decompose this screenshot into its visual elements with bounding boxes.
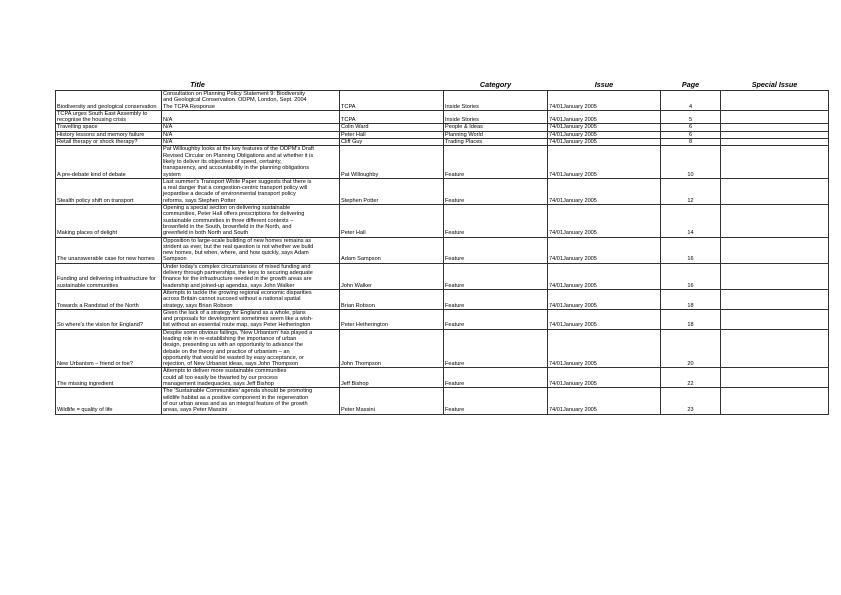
cell-issue: 74/01January 2005 xyxy=(548,178,661,204)
cell-category: Feature xyxy=(444,309,548,329)
cell-author: John Thompson xyxy=(340,329,444,368)
cell-category: People & Ideas xyxy=(444,124,548,131)
cell-title: A pre-debate kind of debate xyxy=(56,146,162,178)
cell-special-issue xyxy=(721,91,829,111)
cell-title: New Urbanism – friend or foe? xyxy=(56,329,162,368)
cell-category: Feature xyxy=(444,329,548,368)
cell-author: TCPA xyxy=(340,110,444,124)
cell-description: Opening a special section on delivering sustainable communities, Peter Hall offers prescriptions for delivering sustainable communities in three different contexts – brownfield in the South, brownfield in the North, and greenfield in both North and South xyxy=(162,205,340,237)
cell-author: Peter Hetherington xyxy=(340,309,444,329)
cell-description: N/A xyxy=(162,124,340,131)
cell-description: Attempts to deliver more sustainable communities could all too easily be thwarted by our process management inadequacies, says Jeff Bishop xyxy=(162,368,340,388)
cell-page: 20 xyxy=(661,329,721,368)
cell-author: TCPA xyxy=(340,91,444,111)
cell-author: Jeff Bishop xyxy=(340,368,444,388)
cell-title: So where's the vision for England? xyxy=(56,309,162,329)
table-row xyxy=(56,263,829,289)
cell-title: Biodiversity and geological conservation xyxy=(56,91,162,111)
table-row xyxy=(56,91,829,111)
cell-author: Brian Robson xyxy=(340,289,444,309)
cell-author: Peter Hall xyxy=(340,205,444,237)
table-row xyxy=(56,178,829,204)
table-row xyxy=(56,309,829,329)
cell-issue: 74/01January 2005 xyxy=(548,388,661,414)
cell-category: Feature xyxy=(444,289,548,309)
cell-category: Feature xyxy=(444,368,548,388)
cell-page: 10 xyxy=(661,146,721,178)
header-special-issue: Special Issue xyxy=(751,80,798,89)
cell-description: Given the lack of a strategy for England as a whole, plans and proposals for development sometimes seem like a wish- list without an essential route map, says Peter Hetherington xyxy=(162,309,340,329)
cell-page: 16 xyxy=(661,263,721,289)
cell-title: The unanswerable case for new homes xyxy=(56,237,162,263)
header-title: Title xyxy=(190,80,205,89)
header-category: Category xyxy=(479,80,512,89)
cell-description: Last summer's Transport White Paper suggests that there is a real danger that a congestion-centric transport policy will jeopardise a decade of environmental transport policy reforms, says Stephen Potter xyxy=(162,178,340,204)
cell-category: Inside Stories xyxy=(444,91,548,111)
cell-author: John Walker xyxy=(340,263,444,289)
cell-issue: 74/01January 2005 xyxy=(548,146,661,178)
cell-description: The 'Sustainable Communities' agenda should be promoting wildlife habitat as a positive component in the regeneration of our urban areas and as an integral feature of the growth areas, says Peter Massini xyxy=(162,388,340,414)
cell-page: 18 xyxy=(661,309,721,329)
cell-description: N/A xyxy=(162,131,340,138)
cell-title: History lessons and memory failure xyxy=(56,131,162,138)
table-row xyxy=(56,146,829,178)
cell-title: Towards a Randstad of the North xyxy=(56,289,162,309)
cell-issue: 74/01January 2005 xyxy=(548,329,661,368)
cell-title: Stealth policy shift on transport xyxy=(56,178,162,204)
cell-special-issue xyxy=(721,368,829,388)
cell-title: Making places of delight xyxy=(56,205,162,237)
cell-description: Under today's complex circumstances of mixed funding and delivery through partnerships, the keys to securing adequate finance for the infrastructure needed in the growth areas are leadership and joined-up agendas, says John Walker xyxy=(162,263,340,289)
table-row xyxy=(56,124,829,131)
cell-special-issue xyxy=(721,131,829,138)
cell-title: Travelling space xyxy=(56,124,162,131)
table-row xyxy=(56,388,829,414)
cell-category: Planning World xyxy=(444,131,548,138)
header-row xyxy=(56,80,829,91)
table-body xyxy=(56,91,829,415)
article-index-sheet xyxy=(55,80,829,415)
cell-issue: 74/01January 2005 xyxy=(548,368,661,388)
cell-title: TCPA urges South East Assembly to recognise the housing crisis xyxy=(56,110,162,124)
cell-category: Feature xyxy=(444,178,548,204)
table-row xyxy=(56,139,829,146)
table-row xyxy=(56,110,829,124)
cell-author: Cliff Guy xyxy=(340,139,444,146)
cell-issue: 74/01January 2005 xyxy=(548,263,661,289)
cell-page: 12 xyxy=(661,178,721,204)
cell-special-issue xyxy=(721,110,829,124)
header-issue: Issue xyxy=(594,80,614,89)
cell-page: 22 xyxy=(661,368,721,388)
cell-special-issue xyxy=(721,289,829,309)
cell-title: Retail therapy or shock therapy? xyxy=(56,139,162,146)
cell-author: Pat Willoughby xyxy=(340,146,444,178)
cell-author: Adam Sampson xyxy=(340,237,444,263)
table-row xyxy=(56,368,829,388)
cell-issue: 74/01January 2005 xyxy=(548,91,661,111)
cell-special-issue xyxy=(721,263,829,289)
cell-issue: 74/01January 2005 xyxy=(548,237,661,263)
cell-page: 6 xyxy=(661,124,721,131)
cell-special-issue xyxy=(721,329,829,368)
cell-issue: 74/01January 2005 xyxy=(548,131,661,138)
cell-description: N/A xyxy=(162,139,340,146)
cell-special-issue xyxy=(721,124,829,131)
cell-special-issue xyxy=(721,178,829,204)
table-row xyxy=(56,237,829,263)
header-author xyxy=(340,80,444,91)
cell-special-issue xyxy=(721,237,829,263)
cell-description: Pat Willoughby looks at the key features of the ODPM's Draft Revised Circular on Planning Obligations and at whether it is likely to deliver its objectives of speed, certainty, transparency, and accountability in the planning obligations system xyxy=(162,146,340,178)
cell-page: 6 xyxy=(661,131,721,138)
cell-issue: 74/01January 2005 xyxy=(548,124,661,131)
table-row xyxy=(56,289,829,309)
cell-description: N/A xyxy=(162,110,340,124)
cell-author: Stephen Potter xyxy=(340,178,444,204)
cell-description: Despite some obvious failings, 'New Urbanism' has played a leading role in re-establishing the importance of urban design, presenting us with an opportunity to advance the debate on the theory and practice of urbanism – an opportunity that would be wasted by easy acceptance, or rejection, of New Urbanist ideas, says John Thompson xyxy=(162,329,340,368)
cell-title: Funding and delivering infrastructure for sustainable communities xyxy=(56,263,162,289)
cell-title: The missing ingredient xyxy=(56,368,162,388)
cell-category: Feature xyxy=(444,237,548,263)
cell-special-issue xyxy=(721,388,829,414)
table-row xyxy=(56,329,829,368)
cell-page: 14 xyxy=(661,205,721,237)
cell-issue: 74/01January 2005 xyxy=(548,110,661,124)
cell-category: Feature xyxy=(444,263,548,289)
cell-category: Feature xyxy=(444,388,548,414)
cell-category: Trading Places xyxy=(444,139,548,146)
cell-title: Wildlife = quality of life xyxy=(56,388,162,414)
cell-author: Peter Massini xyxy=(340,388,444,414)
cell-page: 16 xyxy=(661,237,721,263)
cell-description: Consultation on Planning Policy Statement 9: Biodiversity and Geological Conservation. ODPM, London, Sept. 2004 The TCPA Response xyxy=(162,91,340,111)
cell-description: Attempts to tackle the growing regional economic disparities across Britain cannot succeed without a national spatial strategy, says Brian Robson xyxy=(162,289,340,309)
table-row xyxy=(56,205,829,237)
cell-page: 23 xyxy=(661,388,721,414)
cell-special-issue xyxy=(721,309,829,329)
cell-category: Inside Stories xyxy=(444,110,548,124)
cell-page: 4 xyxy=(661,91,721,111)
cell-special-issue xyxy=(721,146,829,178)
cell-issue: 74/01January 2005 xyxy=(548,309,661,329)
cell-special-issue xyxy=(721,139,829,146)
article-index-table xyxy=(55,80,829,415)
cell-author: Peter Hall xyxy=(340,131,444,138)
header-page: Page xyxy=(681,80,700,89)
cell-author: Colin Ward xyxy=(340,124,444,131)
cell-category: Feature xyxy=(444,205,548,237)
cell-issue: 74/01January 2005 xyxy=(548,139,661,146)
cell-page: 5 xyxy=(661,110,721,124)
cell-category: Feature xyxy=(444,146,548,178)
cell-special-issue xyxy=(721,205,829,237)
cell-page: 8 xyxy=(661,139,721,146)
cell-issue: 74/01January 2005 xyxy=(548,289,661,309)
cell-description: Opposition to large-scale building of new homes remains as strident as ever, but the real question is not whether we build new homes, but when, where, and how quickly, says Adam Sampson xyxy=(162,237,340,263)
cell-page: 18 xyxy=(661,289,721,309)
table-row xyxy=(56,131,829,138)
cell-issue: 74/01January 2005 xyxy=(548,205,661,237)
